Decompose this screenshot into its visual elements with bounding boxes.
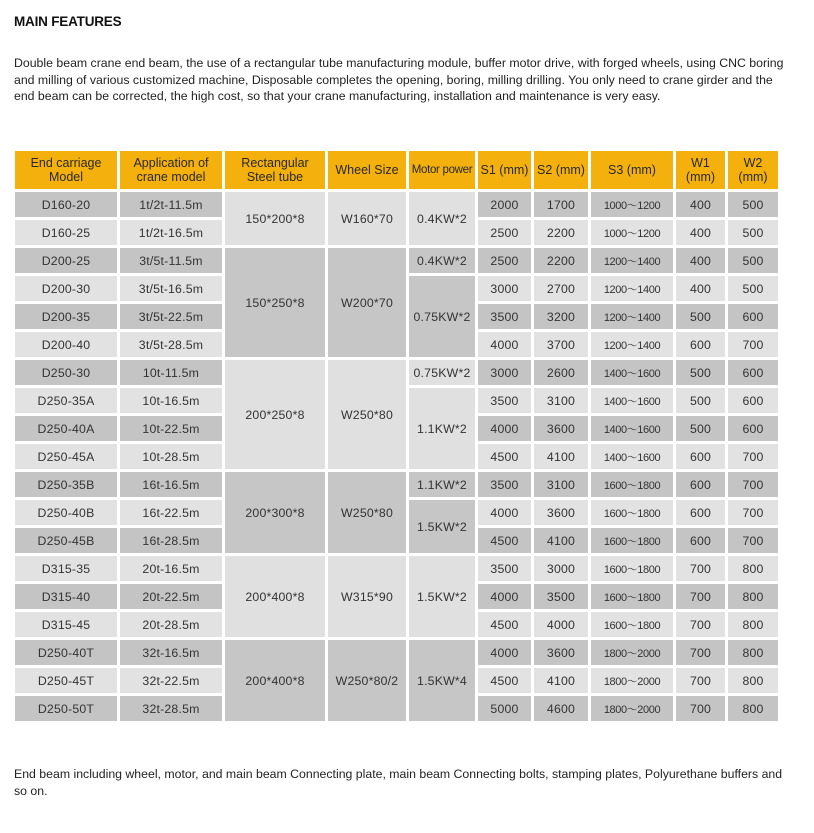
- cell-w1: 600: [676, 528, 725, 553]
- header-wheel: Wheel Size: [328, 151, 406, 189]
- cell-s1: 2000: [478, 192, 531, 217]
- cell-tube: 150*250*8: [225, 248, 325, 357]
- cell-w2: 800: [728, 612, 778, 637]
- cell-s1: 3500: [478, 304, 531, 329]
- cell-wheel: W250*80/2: [328, 640, 406, 721]
- table-row: [15, 248, 778, 273]
- table-row: [15, 472, 778, 497]
- cell-s2: 3000: [534, 556, 588, 581]
- cell-model: D250-30: [15, 360, 117, 385]
- cell-w2: 600: [728, 304, 778, 329]
- cell-application: 3t/5t-28.5m: [120, 332, 222, 357]
- cell-motor: 0.75KW*2: [409, 276, 475, 357]
- cell-application: 3t/5t-16.5m: [120, 276, 222, 301]
- cell-s2: 2600: [534, 360, 588, 385]
- cell-s2: 3600: [534, 640, 588, 665]
- cell-model: D250-35B: [15, 472, 117, 497]
- cell-wheel: W160*70: [328, 192, 406, 245]
- cell-wheel: W315*90: [328, 556, 406, 637]
- cell-model: D200-30: [15, 276, 117, 301]
- cell-application: 1t/2t-11.5m: [120, 192, 222, 217]
- cell-model: D250-40A: [15, 416, 117, 441]
- cell-w1: 700: [676, 612, 725, 637]
- cell-w2: 700: [728, 528, 778, 553]
- cell-s1: 4000: [478, 500, 531, 525]
- table-header-row: [15, 151, 778, 189]
- cell-w2: 700: [728, 332, 778, 357]
- cell-s1: 5000: [478, 696, 531, 721]
- cell-w2: 500: [728, 192, 778, 217]
- cell-s1: 4500: [478, 528, 531, 553]
- cell-model: D160-20: [15, 192, 117, 217]
- cell-w1: 700: [676, 696, 725, 721]
- cell-motor: 0.75KW*2: [409, 360, 475, 385]
- cell-w2: 700: [728, 444, 778, 469]
- cell-application: 10t-16.5m: [120, 388, 222, 413]
- cell-s3: 1000～1200: [591, 192, 673, 217]
- cell-application: 10t-11.5m: [120, 360, 222, 385]
- cell-motor: 0.4KW*2: [409, 192, 475, 245]
- cell-w1: 500: [676, 304, 725, 329]
- table-row: [15, 640, 778, 665]
- cell-s2: 4600: [534, 696, 588, 721]
- cell-s1: 3500: [478, 556, 531, 581]
- cell-w2: 800: [728, 640, 778, 665]
- cell-s1: 2500: [478, 220, 531, 245]
- cell-w1: 500: [676, 416, 725, 441]
- cell-s2: 4100: [534, 668, 588, 693]
- cell-wheel: W250*80: [328, 360, 406, 469]
- cell-s3: 1200～1400: [591, 248, 673, 273]
- table-row: [15, 360, 778, 385]
- cell-w1: 500: [676, 360, 725, 385]
- header-application: Application of crane model: [120, 151, 222, 189]
- cell-w2: 700: [728, 500, 778, 525]
- cell-s2: 4100: [534, 528, 588, 553]
- cell-w2: 500: [728, 276, 778, 301]
- cell-model: D315-45: [15, 612, 117, 637]
- cell-s2: 3700: [534, 332, 588, 357]
- cell-w1: 500: [676, 388, 725, 413]
- cell-model: D250-40B: [15, 500, 117, 525]
- cell-w2: 800: [728, 584, 778, 609]
- cell-w1: 700: [676, 584, 725, 609]
- cell-model: D315-35: [15, 556, 117, 581]
- cell-s3: 1400～1600: [591, 416, 673, 441]
- intro-paragraph: Double beam crane end beam, the use of a rectangular tube manufacturing module, buffer motor drive, with forged wheels, using CNC boring and milling of various customized machine, Disposable completes the opening, boring, milling drilling. You only need to crane girder and the end beam can be corrected, the high cost, so that your crane manufacturing, installation and maintenance is very easy.: [14, 56, 784, 104]
- cell-s3: 1600～1800: [591, 500, 673, 525]
- cell-s1: 3000: [478, 360, 531, 385]
- cell-model: D250-35A: [15, 388, 117, 413]
- cell-s3: 1200～1400: [591, 304, 673, 329]
- cell-model: D200-40: [15, 332, 117, 357]
- cell-tube: 200*400*8: [225, 640, 325, 721]
- cell-s2: 3200: [534, 304, 588, 329]
- cell-s2: 4100: [534, 444, 588, 469]
- cell-w2: 800: [728, 556, 778, 581]
- cell-motor: 1.5KW*4: [409, 640, 475, 721]
- cell-s2: 1700: [534, 192, 588, 217]
- cell-wheel: W200*70: [328, 248, 406, 357]
- cell-tube: 200*300*8: [225, 472, 325, 553]
- cell-model: D250-45T: [15, 668, 117, 693]
- cell-w2: 800: [728, 668, 778, 693]
- header-s2: S2 (mm): [534, 151, 588, 189]
- cell-s2: 2200: [534, 220, 588, 245]
- cell-w1: 600: [676, 500, 725, 525]
- cell-w1: 400: [676, 220, 725, 245]
- cell-s1: 4000: [478, 416, 531, 441]
- cell-s3: 1600～1800: [591, 528, 673, 553]
- header-tube: Rectangular Steel tube: [225, 151, 325, 189]
- cell-wheel: W250*80: [328, 472, 406, 553]
- cell-s3: 1400～1600: [591, 388, 673, 413]
- cell-s1: 3500: [478, 388, 531, 413]
- cell-s3: 1800～2000: [591, 640, 673, 665]
- cell-s3: 1400～1600: [591, 360, 673, 385]
- cell-w2: 700: [728, 472, 778, 497]
- cell-s1: 4500: [478, 444, 531, 469]
- cell-application: 16t-28.5m: [120, 528, 222, 553]
- cell-w1: 700: [676, 556, 725, 581]
- cell-w2: 600: [728, 388, 778, 413]
- cell-tube: 150*200*8: [225, 192, 325, 245]
- cell-application: 20t-28.5m: [120, 612, 222, 637]
- cell-s2: 3100: [534, 388, 588, 413]
- cell-s2: 3100: [534, 472, 588, 497]
- cell-s2: 4000: [534, 612, 588, 637]
- cell-w2: 500: [728, 220, 778, 245]
- header-s1: S1 (mm): [478, 151, 531, 189]
- cell-s1: 3000: [478, 276, 531, 301]
- cell-s3: 1600～1800: [591, 584, 673, 609]
- cell-model: D250-50T: [15, 696, 117, 721]
- cell-s1: 4500: [478, 668, 531, 693]
- cell-application: 10t-22.5m: [120, 416, 222, 441]
- cell-s3: 1200～1400: [591, 332, 673, 357]
- cell-motor: 1.5KW*2: [409, 500, 475, 553]
- table-row: [15, 192, 778, 217]
- cell-application: 1t/2t-16.5m: [120, 220, 222, 245]
- cell-application: 16t-16.5m: [120, 472, 222, 497]
- cell-s3: 1200～1400: [591, 276, 673, 301]
- cell-s1: 3500: [478, 472, 531, 497]
- cell-model: D200-35: [15, 304, 117, 329]
- cell-model: D200-25: [15, 248, 117, 273]
- cell-s3: 1800～2000: [591, 668, 673, 693]
- cell-application: 32t-28.5m: [120, 696, 222, 721]
- cell-s1: 4500: [478, 612, 531, 637]
- cell-application: 20t-22.5m: [120, 584, 222, 609]
- header-w2: W2 (mm): [728, 151, 778, 189]
- cell-s1: 4000: [478, 584, 531, 609]
- cell-model: D315-40: [15, 584, 117, 609]
- cell-s2: 3600: [534, 500, 588, 525]
- cell-application: 3t/5t-22.5m: [120, 304, 222, 329]
- cell-model: D250-45A: [15, 444, 117, 469]
- cell-s3: 1800～2000: [591, 696, 673, 721]
- cell-tube: 200*250*8: [225, 360, 325, 469]
- cell-tube: 200*400*8: [225, 556, 325, 637]
- cell-w1: 700: [676, 640, 725, 665]
- cell-w2: 500: [728, 248, 778, 273]
- cell-s2: 2700: [534, 276, 588, 301]
- cell-application: 20t-16.5m: [120, 556, 222, 581]
- cell-w2: 600: [728, 360, 778, 385]
- header-s3: S3 (mm): [591, 151, 673, 189]
- cell-w1: 600: [676, 444, 725, 469]
- spec-table: [12, 148, 781, 724]
- header-motor: Motor power: [409, 151, 475, 189]
- header-model: End carriage Model: [15, 151, 117, 189]
- cell-s3: 1400～1600: [591, 444, 673, 469]
- cell-w1: 700: [676, 668, 725, 693]
- cell-s3: 1600～1800: [591, 472, 673, 497]
- cell-s3: 1000～1200: [591, 220, 673, 245]
- header-w1: W1 (mm): [676, 151, 725, 189]
- cell-model: D250-40T: [15, 640, 117, 665]
- cell-w1: 400: [676, 276, 725, 301]
- cell-motor: 1.1KW*2: [409, 388, 475, 469]
- cell-s1: 4000: [478, 640, 531, 665]
- cell-s3: 1600～1800: [591, 612, 673, 637]
- cell-w2: 600: [728, 416, 778, 441]
- cell-model: D160-25: [15, 220, 117, 245]
- cell-motor: 0.4KW*2: [409, 248, 475, 273]
- table-row: [15, 556, 778, 581]
- cell-application: 3t/5t-11.5m: [120, 248, 222, 273]
- cell-application: 16t-22.5m: [120, 500, 222, 525]
- cell-w1: 400: [676, 248, 725, 273]
- cell-application: 10t-28.5m: [120, 444, 222, 469]
- cell-s2: 3600: [534, 416, 588, 441]
- cell-application: 32t-22.5m: [120, 668, 222, 693]
- cell-s3: 1600～1800: [591, 556, 673, 581]
- section-title: MAIN FEATURES: [14, 14, 122, 29]
- cell-s1: 4000: [478, 332, 531, 357]
- cell-motor: 1.1KW*2: [409, 472, 475, 497]
- cell-application: 32t-16.5m: [120, 640, 222, 665]
- cell-w2: 800: [728, 696, 778, 721]
- cell-s2: 3500: [534, 584, 588, 609]
- cell-w1: 600: [676, 332, 725, 357]
- cell-s2: 2200: [534, 248, 588, 273]
- cell-w1: 400: [676, 192, 725, 217]
- cell-motor: 1.5KW*2: [409, 556, 475, 637]
- cell-s1: 2500: [478, 248, 531, 273]
- cell-w1: 600: [676, 472, 725, 497]
- footer-paragraph: End beam including wheel, motor, and main beam Connecting plate, main beam Connecting bolts, stamping plates, Polyurethane buffers and so on.: [14, 767, 783, 798]
- cell-model: D250-45B: [15, 528, 117, 553]
